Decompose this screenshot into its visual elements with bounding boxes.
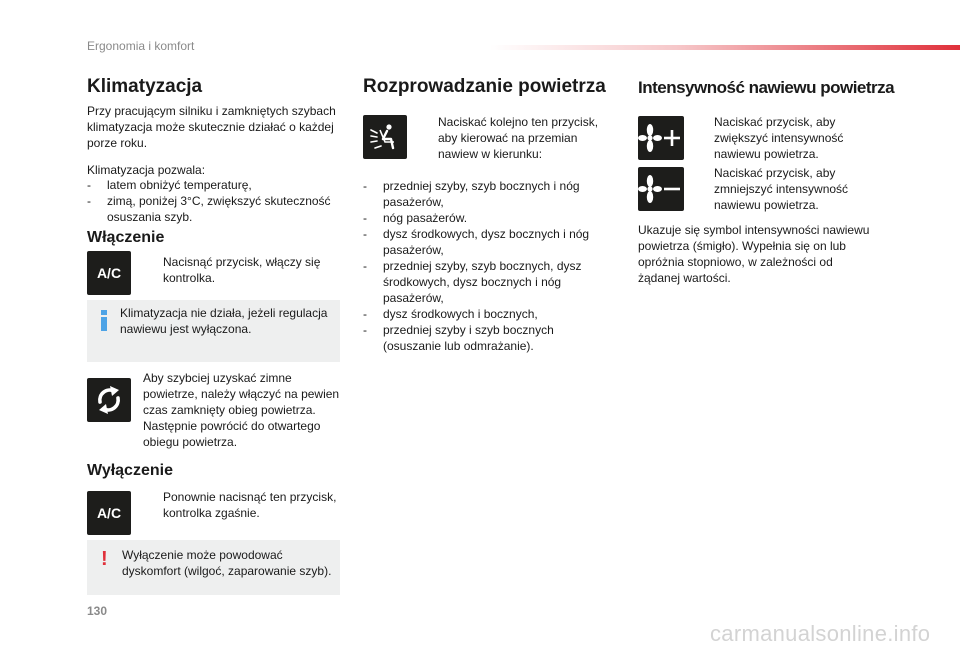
- minus-bullet: Naciskać przycisk, aby zmniejszyć intensywność nawiewu powietrza.: [714, 166, 849, 212]
- watermark: carmanualsonline.info: [710, 621, 931, 646]
- list-item: - przedniej szyby, szyb bocznych i nóg pasażerów,: [363, 179, 580, 209]
- ac-button-icon: A/C: [87, 491, 131, 535]
- info-note: Klimatyzacja nie działa, jeżeli regulacja nawiewu jest wyłączona.: [87, 300, 340, 362]
- section-header: Ergonomia i komfort: [87, 39, 195, 53]
- warning-icon: !: [101, 548, 108, 570]
- title-wlaczenie: Włączenie: [87, 229, 165, 246]
- distribution-bullet: Naciskać kolejno ten przycisk, aby kierować na przemian nawiew w kierunku:: [438, 115, 599, 161]
- allows-label: Klimatyzacja pozwala:: [87, 163, 206, 177]
- recirculation-text: Aby szybciej uzyskać zimne powietrze, należy włączyć na pewien czas zamknięty obieg powietrza. Następnie powrócić do otwartego obiegu powietrza.: [143, 371, 340, 449]
- info-icon: [101, 310, 107, 331]
- list-item: - latem obniżyć temperaturę,: [87, 178, 252, 192]
- plus-bullet: Naciskać przycisk, aby zwiększyć intensywność nawiewu powietrza.: [714, 115, 844, 161]
- title-rozprowadzanie: Rozprowadzanie powietrza: [363, 76, 606, 97]
- title-klimatyzacja: Klimatyzacja: [87, 76, 203, 97]
- ac-button-icon: A/C: [87, 251, 131, 295]
- header-accent-line: [490, 45, 960, 50]
- title-wylaczenie: Wyłączenie: [87, 462, 173, 479]
- fan-plus-icon: [638, 116, 684, 160]
- title-intensywnosc: Intensywność nawiewu powietrza: [638, 78, 895, 97]
- list-item: - przedniej szyby i szyb bocznych (osuszanie lub odmrażanie).: [363, 323, 554, 353]
- list-item: - nóg pasażerów.: [363, 211, 468, 225]
- off-bullet: Ponownie nacisnąć ten przycisk, kontrolka zgaśnie.: [163, 490, 337, 520]
- list-item: - zimą, poniżej 3°C, zwiększyć skuteczność osuszania szyb.: [87, 194, 331, 224]
- list-item: - dysz środkowych, dysz bocznych i nóg pasażerów,: [363, 227, 590, 257]
- list-item: - dysz środkowych i bocznych,: [363, 307, 538, 321]
- intensity-description: Ukazuje się symbol intensywności nawiewu powietrza (śmigło). Wypełnia się on lub opróżnia stopniowo, w zależności od żądanej wartości.: [638, 223, 870, 285]
- fan-minus-icon: [638, 167, 684, 211]
- list-item: - przedniej szyby, szyb bocznych, dysz środkowych, dysz bocznych i nóg pasażerów,: [363, 259, 582, 305]
- on-bullet: Nacisnąć przycisk, włączy się kontrolka.: [163, 255, 321, 285]
- page-number: 130: [87, 604, 108, 618]
- air-distribution-icon: [363, 115, 407, 159]
- allows-list: [87, 177, 342, 225]
- intro-text: Przy pracującym silniku i zamkniętych szybach klimatyzacja może skutecznie działać o każdej porze roku.: [87, 104, 336, 150]
- warning-note: ! Wyłączenie może powodować dyskomfort (wilgoć, zaparowanie szyb).: [87, 540, 340, 595]
- recirculation-icon: [87, 378, 131, 422]
- distribution-list: [363, 178, 603, 354]
